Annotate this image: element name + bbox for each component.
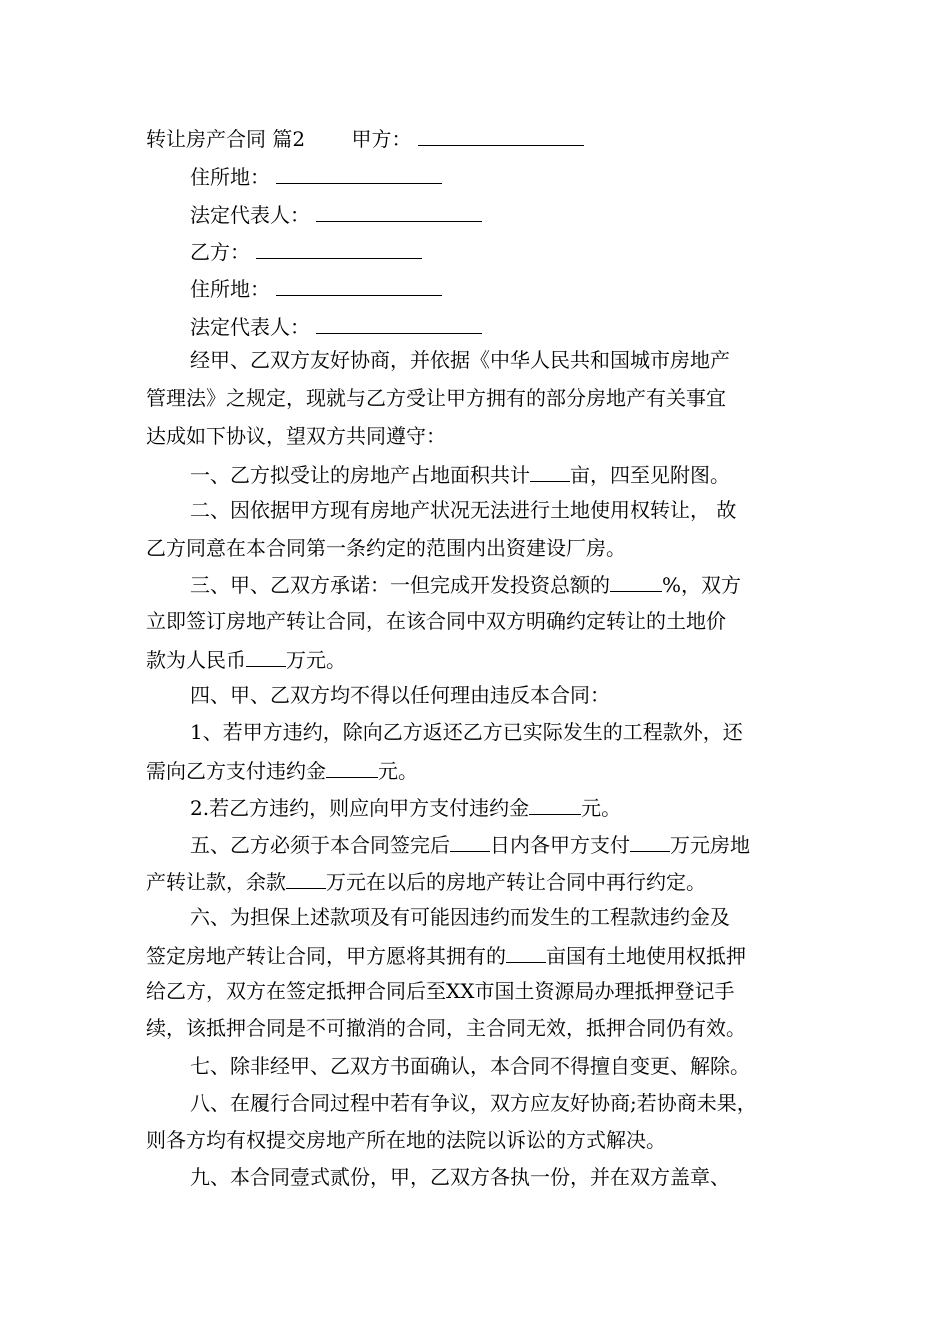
field-label: 法定代表人： (190, 315, 310, 339)
balance-blank (286, 870, 326, 889)
body-line: 六、为担保上述款项及有可能因违约而发生的工程款违约金及 (190, 905, 730, 929)
penalty-blank (529, 796, 581, 815)
percent-blank (610, 573, 662, 592)
clause-text: 2.若乙方违约，则应向甲方支付违约金 (190, 796, 530, 820)
clause-1-line (190, 463, 730, 485)
clause-text: 日内各甲方支付 (490, 833, 630, 857)
price-blank (246, 648, 286, 667)
body-line: 二、因依据甲方现有房地产状况无法进行土地使用权转让， 故 (190, 498, 737, 522)
body-line: 四、甲、乙双方均不得以任何理由违反本合同： (190, 683, 610, 707)
clause-text: 需向乙方支付违约金 (146, 759, 326, 783)
clause-3-line (190, 573, 741, 595)
field-blank (316, 203, 482, 222)
body-line: 给乙方，双方在签定抵押合同后至XX市国土资源局办理抵押登记手 (146, 979, 735, 1003)
field-label: 法定代表人： (190, 203, 310, 227)
body-line: 则各方均有权提交房地产所在地的法院以诉讼的方式解决。 (146, 1128, 666, 1152)
body-line: 乙方同意在本合同第一条约定的范围内出资建设厂房。 (146, 536, 626, 560)
field-blank (276, 165, 442, 184)
party-a-representative-line (190, 203, 482, 225)
clause-text: 亩国有土地使用权抵押 (546, 944, 746, 968)
clause-text: 产转让款，余款 (146, 870, 286, 894)
clause-text: 签定房地产转让合同，甲方愿将其拥有的 (146, 944, 506, 968)
clause-text: 五、乙方必须于本合同签完后 (190, 833, 450, 857)
body-line: 1、若甲方违约，除向乙方返还乙方已实际发生的工程款外，还 (190, 720, 743, 744)
price-line (146, 648, 346, 670)
field-label: 住所地： (190, 165, 270, 189)
party-a-address-line (190, 165, 442, 187)
body-line: 九、本合同壹式贰份，甲，乙双方各执一份，并在双方盖章、 (190, 1165, 730, 1189)
clause-text: 万元房地 (670, 833, 750, 857)
field-label: 住所地： (190, 277, 270, 301)
clause-text: 万元在以后的房地产转让合同中再行约定。 (326, 870, 706, 894)
clause-text: 元。 (378, 759, 418, 783)
header-line (146, 127, 584, 149)
clause-5-line (190, 833, 750, 855)
party-b-address-line (190, 277, 442, 299)
clause-text: 三、甲、乙双方承诺：一但完成开发投资总额的 (190, 573, 610, 597)
party-a-blank (418, 127, 584, 146)
field-label: 乙方： (190, 240, 250, 264)
party-a-label: 甲方： (351, 127, 412, 151)
body-line: 立即签订房地产转让合同，在该合同中双方明确约定转让的土地价 (146, 609, 726, 633)
body-line: 管理法》之规定，现就与乙方受让甲方拥有的部分房地产有关事宜 (146, 386, 726, 410)
payment-blank (630, 833, 670, 852)
field-blank (276, 277, 442, 296)
body-line: 八、在履行合同过程中若有争议，双方应友好协商;若协商未果， (190, 1091, 757, 1115)
clause-text: 款为人民币 (146, 648, 246, 672)
document-title: 转让房产合同 篇2 (146, 127, 306, 151)
body-line: 七、除非经甲、乙双方书面确认，本合同不得擅自变更、解除。 (190, 1054, 750, 1078)
mortgage-line (146, 944, 746, 966)
area-blank (530, 463, 570, 482)
clause-text: 万元。 (286, 648, 346, 672)
field-blank (256, 240, 422, 259)
field-blank (316, 315, 482, 334)
clause-text: 一、乙方拟受让的房地产占地面积共计 (190, 463, 530, 487)
days-blank (450, 833, 490, 852)
clause-text: 元。 (581, 796, 622, 820)
balance-line (146, 870, 706, 892)
party-b-representative-line (190, 315, 482, 337)
land-area-blank (506, 944, 546, 963)
penalty-blank (326, 759, 378, 778)
party-b-line (190, 240, 422, 262)
body-line: 经甲、乙双方友好协商，并依据《中华人民共和国城市房地产 (190, 348, 730, 372)
body-line: 达成如下协议，望双方共同遵守： (146, 424, 446, 448)
penalty-a-line (146, 759, 418, 781)
clause-text: %，双方 (662, 573, 742, 597)
clause-text: 亩，四至见附图。 (570, 463, 730, 487)
body-line: 续，该抵押合同是不可撤消的合同，主合同无效，抵押合同仍有效。 (146, 1016, 746, 1040)
penalty-b-line (190, 796, 621, 818)
